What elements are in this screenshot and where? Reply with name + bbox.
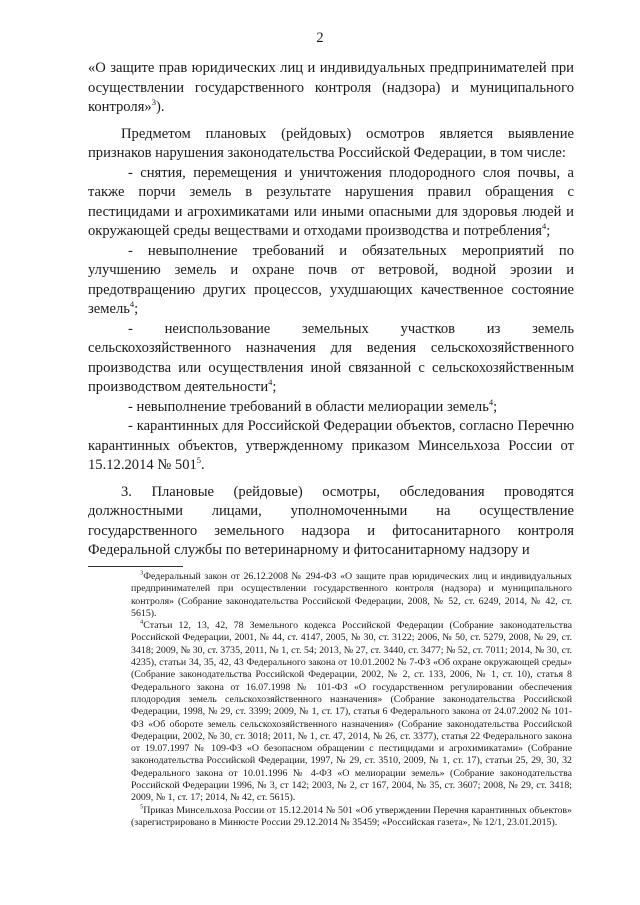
footnote-ref: 3 — [151, 97, 156, 108]
footnote-mark: 5 — [140, 803, 144, 811]
paragraph: 3. Плановые (рейдовые) осмотры, обследования проводятся должностными лицами, уполномоченными на осуществление государственного земельного надзора и фитосанитарного контроля Федеральной службы по ветеринарному и фитосанитарному надзору и — [88, 483, 574, 558]
footnote-mark: 3 — [140, 569, 144, 577]
footnote-ref: 5 — [196, 455, 202, 466]
list-item: - карантинных для Российской Федерации объектов, согласно Перечню карантинных объектов, утвержденному приказом Минсельхоза России от 15.12.2014 № $501^5$. — [88, 418, 574, 473]
footnote-ref: 4 — [129, 299, 135, 310]
footnote: $^3$Федеральный закон от 26.12.2008 № 294-ФЗ «О защите прав юридических лиц и индивидуальных предпринимателей при осуществлении государственного контроля (надзора) и муниципального контроля» (Собрание законодательства Российской Федерации, 2008, № 52, ст. 6249, 2014, № 42, ст. 5615). — [131, 569, 572, 619]
footnote-mark: 4 — [140, 618, 144, 626]
footnotes — [131, 571, 572, 829]
footnote: $^4$Статьи 12, 13, 42, 78 Земельного кодекса Российской Федерации (Собрание законодательства Российской Федерации, 2001, № 44, ст. 4147, 2005, № 30, ст. 3122; 2006, № 50, ст. 5279, 2008, № 29, ст. 3418; 2009, № 30, ст. 3735, 2011, № 1, ст. 54; 2013, № 27, ст. 3440, ст. 3477; № 52, ст. 7011; 2014, № 30, ст. 4235), статьи 34, 35, 42, 43 Федерального закона от 10.01.2002 № 7-ФЗ «Об охране окружающей среды» (Собрание законодательства Российской Федерации, 2002, № 2, ст. 133, 2006, № 1, ст. 10), статья 8 Федерального закона от 16.07.1998 № 101-ФЗ «О государственном регулировании обеспечения плодородия земель сельскохозяйственного назначения» (Собрание законодательства Российской Федерации, 1998, № 29, ст. 3399; 2009, № 1, ст. 17), статья 6 Федерального закона от 24.07.2002 № 101-ФЗ «Об обороте земель сельскохозяйственного назначения» (Собрание законодательства Российской Федерации, 2002, № 30, ст. 3018; 2011, № 1, ст. 47, 2014, № 26, ст. 3377), статья 22 Федерального закона от 19.07.1997 № 109-ФЗ «О безопасном обращении с пестицидами и агрохимикатами» (Собрание законодательства Российской Федерации, 1997, № 29, ст. 3510, 2009, № 1, ст. 17), статьи 25, 29, 30, 32 Федерального закона от 10.01.1996 № 4-ФЗ «О мелиорации земель» (Собрание законодательства Российской Федерации 1996, № 3, ст 142; 2003, № 2, ст 167, 2004, № 35, ст. 3607; 2008, № 29, ст. 3418; 2009, № 1, ст. 17; 2014, № 42, ст. 5615). — [131, 618, 572, 804]
list-item: - неиспользование земельных участков из земель сельскохозяйственного назначения для ведения сельскохозяйственного производства или осуществления иной связанной с сельскохозяйственным производством деятельности$^4$; — [88, 320, 574, 395]
footnote-ref: 4 — [488, 396, 494, 407]
footnote-separator — [88, 566, 183, 567]
footnote: $^5$Приказ Минсельхоза России от 15.12.2014 № 501 «Об утверждении Перечня карантинных объектов» (зарегистрировано в Минюсте России 29.12.2014 № 35459; «Российская газета», № 12/1, 23.01.2015). — [131, 803, 572, 828]
list-item: - невыполнение требований и обязательных мероприятий по улучшению земель и охране почв от ветровой, водной эрозии и предотвращению других процессов, ухудшающих качественное состояние земель$^4$; — [88, 242, 574, 317]
list-item: - невыполнение требований в области мелиорации земель$^4$; — [128, 396, 498, 415]
paragraph: Предметом плановых (рейдовых) осмотров является выявление признаков нарушения законодательства Российской Федерации, в том числе: — [88, 125, 574, 161]
footnote-ref: 4 — [268, 377, 273, 388]
main-text — [88, 59, 574, 561]
paragraph: «О защите прав юридических лиц и индивидуальных предпринимателей при осуществлении государственного контроля (надзора) и муниципального контроля»$^3$). — [88, 60, 574, 115]
page-number: 2 — [316, 30, 324, 46]
footnote-ref: 4 — [542, 221, 547, 232]
list-item: - снятия, перемещения и уничтожения плодородного слоя почвы, а также порчи земель в результате нарушения правил обращения с пестицидами и агрохимикатами или иными опасными для здоровья людей и окружающей среды веществами и отходами производства и потребления$^4$; — [88, 164, 574, 239]
